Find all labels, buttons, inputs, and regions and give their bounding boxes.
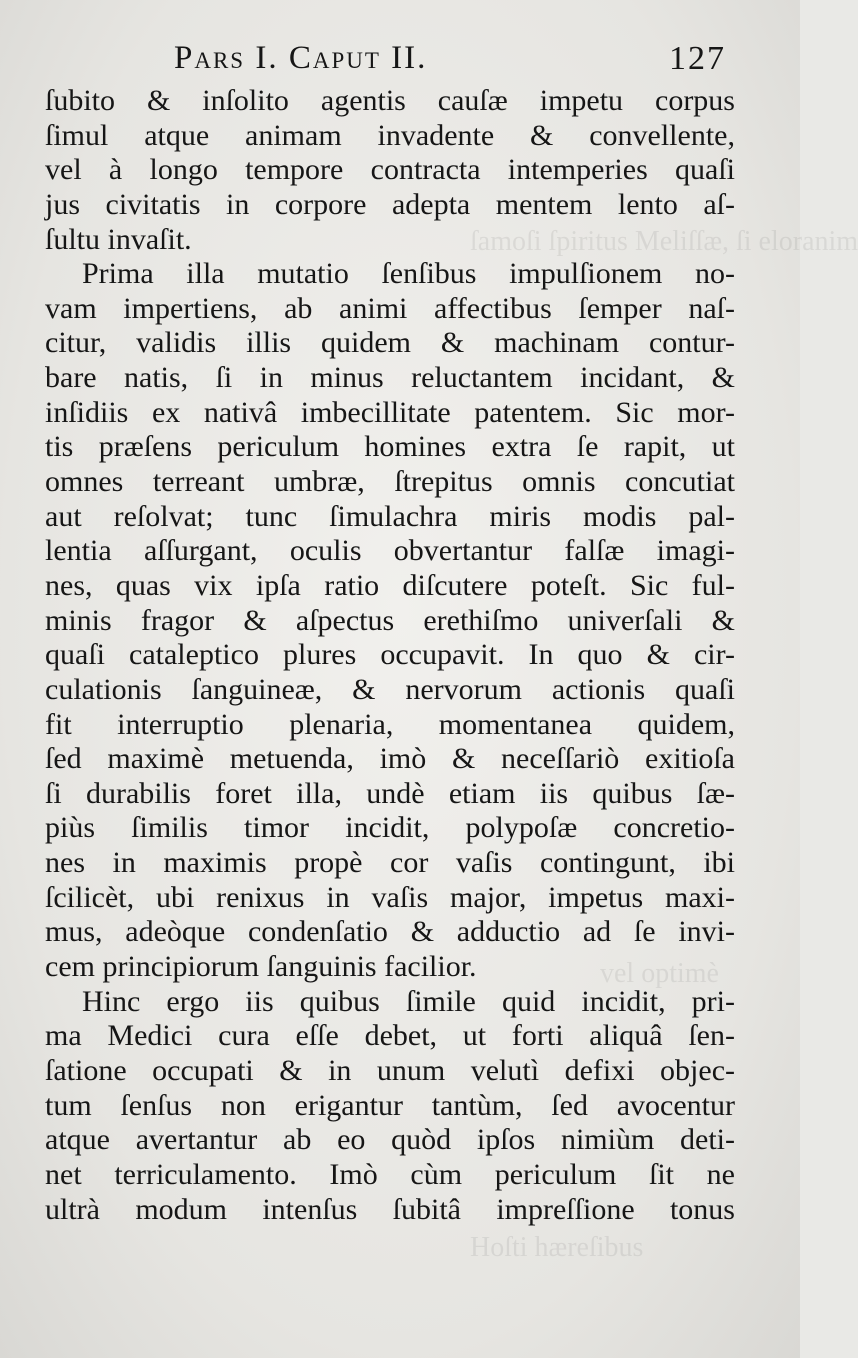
bleed-through-mark: ſamoſi ſpiritus Meliſſæ, ſi eloranim [470, 226, 858, 257]
text-line: fit interruptio plenaria, momentanea quidem, [45, 707, 735, 741]
bleed-through-mark: Hoſti hæreſibus [470, 1232, 644, 1263]
text-line: atque avertantur ab eo quòd ipſos nimiùm deti- [45, 1123, 735, 1157]
text-line: nes, quas vix ipſa ratio diſcutere poteſt. Sic ful- [45, 568, 735, 602]
text-line: piùs ſimilis timor incidit, polypoſæ concretio- [45, 811, 735, 845]
text-line: jus civitatis in corpore adepta mentem lento aſ- [45, 187, 735, 221]
text-line: ſed maximè metuenda, imò & neceſſariò exitioſa [45, 742, 735, 776]
text-line: quaſi cataleptico plures occupavit. In quo & cir- [45, 638, 735, 672]
text-line: ſimul atque animam invadente & convellente, [45, 118, 735, 152]
text-line: aut reſolvat; tunc ſimulachra miris modis pal- [45, 499, 735, 533]
paragraph [45, 257, 735, 984]
text-line: lentia aſſurgant, oculis obvertantur falſæ imagi- [45, 534, 735, 568]
text-line: Hinc ergo iis quibus ſimile quid incidit, pri- [82, 984, 735, 1018]
text-line: ſcilicèt, ubi renixus in vaſis major, impetus maxi- [45, 880, 735, 914]
text-line: omnes terreant umbræ, ſtrepitus omnis concutiat [45, 465, 735, 499]
text-line: mus, adeòque condenſatio & adductio ad ſe invi- [45, 915, 735, 949]
text-line: Prima illa mutatio ſenſibus impulſionem no- [82, 257, 735, 291]
text-line: vam impertiens, ab animi affectibus ſemper naſ- [45, 291, 735, 325]
text-line: ſi durabilis foret illa, undè etiam iis quibus ſæ- [45, 776, 735, 810]
body-text [45, 84, 735, 1227]
bleed-through-mark: vel optimè [600, 958, 719, 989]
text-line: cem principiorum ſanguinis facilior. [45, 950, 477, 984]
text-line: net terriculamento. Imò cùm periculum ſit ne [45, 1157, 735, 1191]
paragraph [45, 84, 735, 257]
text-line: ſultu invaſit. [45, 222, 192, 256]
text-line: nes in maximis propè cor vaſis contingunt, ibi [45, 846, 735, 880]
page-number: 127 [669, 40, 726, 77]
text-line: inſidiis ex nativâ imbecillitate patentem. Sic mor- [45, 395, 735, 429]
text-line: ſatione occupati & in unum velutì defixi objec- [45, 1053, 735, 1087]
text-line: ſubito & inſolito agentis cauſæ impetu corpus [45, 84, 735, 117]
running-title: Pars I. Caput II. [174, 40, 428, 76]
text-line: culationis ſanguineæ, & nervorum actionis quaſi [45, 672, 735, 706]
text-line: citur, validis illis quidem & machinam contur- [45, 326, 735, 360]
text-line: tis præſens periculum homines extra ſe rapit, ut [45, 430, 735, 464]
text-line: tum ſenſus non erigantur tantùm, ſed avocentur [45, 1088, 735, 1122]
text-line: minis fragor & aſpectus erethiſmo univerſali & [45, 603, 735, 637]
text-line: bare natis, ſi in minus reluctantem incidant, & [45, 361, 735, 395]
text-line: ultrà modum intenſus ſubitâ impreſſione tonus [45, 1192, 735, 1226]
text-line: vel à longo tempore contracta intemperies quaſi [45, 153, 735, 187]
text-line: ma Medici cura eſſe debet, ut forti aliquâ ſen- [45, 1019, 735, 1053]
paragraph [45, 985, 735, 1227]
